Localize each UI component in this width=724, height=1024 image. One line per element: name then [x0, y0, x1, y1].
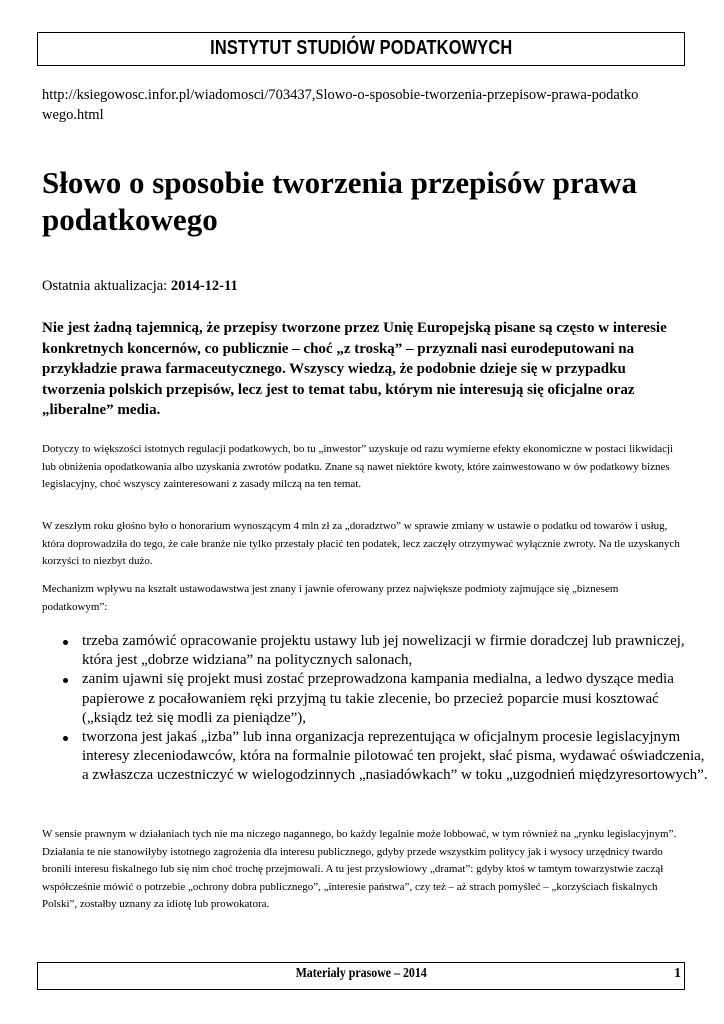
paragraph: Dotyczy to większości istotnych regulacji podatkowych, bo tu „inwestor” uzyskuje od razu wymierne efekty ekonomiczne w postaci likwidacji lub obniżenia opodatkowania albo uzyskania zwrotów podatku. Znane są nawet niektóre kwoty, które zainwestowano w ów podatkowy biznes legislacyjny, choć wszyscy zainteresowani z zasady milczą na ten temat.	[42, 443, 674, 490]
article-title: Słowo o sposobie tworzenia przepisów prawa podatkowego	[42, 165, 638, 237]
last-updated-label: Ostatnia aktualizacja:	[42, 278, 171, 294]
bullet-item: trzeba zamówić opracowanie projektu ustawy lub jej nowelizacji w firmie doradczej lub prawniczej, która jest „dobrze widziana” na politycznych salonach,	[82, 632, 712, 670]
paragraph: W sensie prawnym w działaniach tych nie ma niczego nagannego, bo każdy legalnie może lobbować, w tym również na „rynku legislacyjnym”. Działania te nie stanowiłyby istotnego zagrożenia dla interesu publicznego, gdyby przede wszystkim politycy jak i wysocy urzędnicy twardo bronili interesu fiskalnego lub się nim choć trochę przejmowali. A tu jest przysłowiowy „dramat”: gdyby ktoś w tamtym towarzystwie zaczął współcześnie mówić o potrzebie „ochrony dobra publicznego”, „interesie państwa”, czy też – aż strach pomyśleć – „korzyściach fiskalnych Polski”, zostałby uznany za idiotę lub prowokatora.	[42, 828, 677, 910]
paragraph: W zeszłym roku głośno było o honorarium wynoszącym 4 mln zł za „doradztwo” w sprawie zmiany w ustawie o podatku od towarów i usług, która doprowadziła do tego, że całe branże nie tylko przestały płacić ten podatek, lecz zaczęły otrzymywać wyłącznie zwroty. Na tle uzyskanych korzyści to niezbyt dużo.	[42, 520, 680, 567]
institute-name: INSTYTUT STUDIÓW PODATKOWYCH	[209, 37, 513, 59]
page-header	[37, 32, 685, 66]
last-updated	[42, 276, 238, 296]
last-updated-date: 2014-12-11	[170, 278, 238, 294]
page-number: 1	[674, 966, 681, 981]
source-url: http://ksiegowosc.infor.pl/wiadomosci/703437,Slowo-o-sposobie-tworzenia-przepisow-prawa-podatkowego.html	[42, 87, 639, 123]
footer-label: Materiały prasowe – 2014	[295, 966, 427, 981]
bullet-item: zanim ujawni się projekt musi zostać przeprowadzona kampania medialna, a ledwo dyszące media papierowe z pocałowaniem ręki przyjmą tu takie zlecenie, bo przecież poparcie musi kosztować („ksiądz też się modli za pieniądze”),	[82, 670, 712, 728]
bullet-list	[42, 632, 712, 786]
bullet-item: tworzona jest jakaś „izba” lub inna organizacja reprezentująca w oficjalnym procesie legislacyjnym interesy zleceniodawców, która na formalnie pilotować ten projekt, słać pisma, wydawać oświadczenia, a zwłaszcza uczestniczyć w wielogodzinnych „nasiadówkach” w toku „uzgodnień międzyresortowych”.	[82, 728, 712, 786]
paragraph: Mechanizm wpływu na kształt ustawodawstwa jest znany i jawnie oferowany przez największe podmioty zajmujące się „biznesem podatkowym”:	[42, 583, 619, 613]
article-lead: Nie jest żadną tajemnicą, że przepisy tworzone przez Unię Europejską pisane są często w interesie konkretnych koncernów, co publicznie – choć „z troską” – przyznali nasi eurodeputowani na przykładzie prawa farmaceutycznego. Wszyscy wiedzą, że podobnie dzieje się w przypadku tworzenia polskich przepisów, lecz jest to temat tabu, którym nie interesują się oficjalne oraz „liberalne” media.	[42, 320, 667, 418]
page-footer	[37, 962, 685, 990]
